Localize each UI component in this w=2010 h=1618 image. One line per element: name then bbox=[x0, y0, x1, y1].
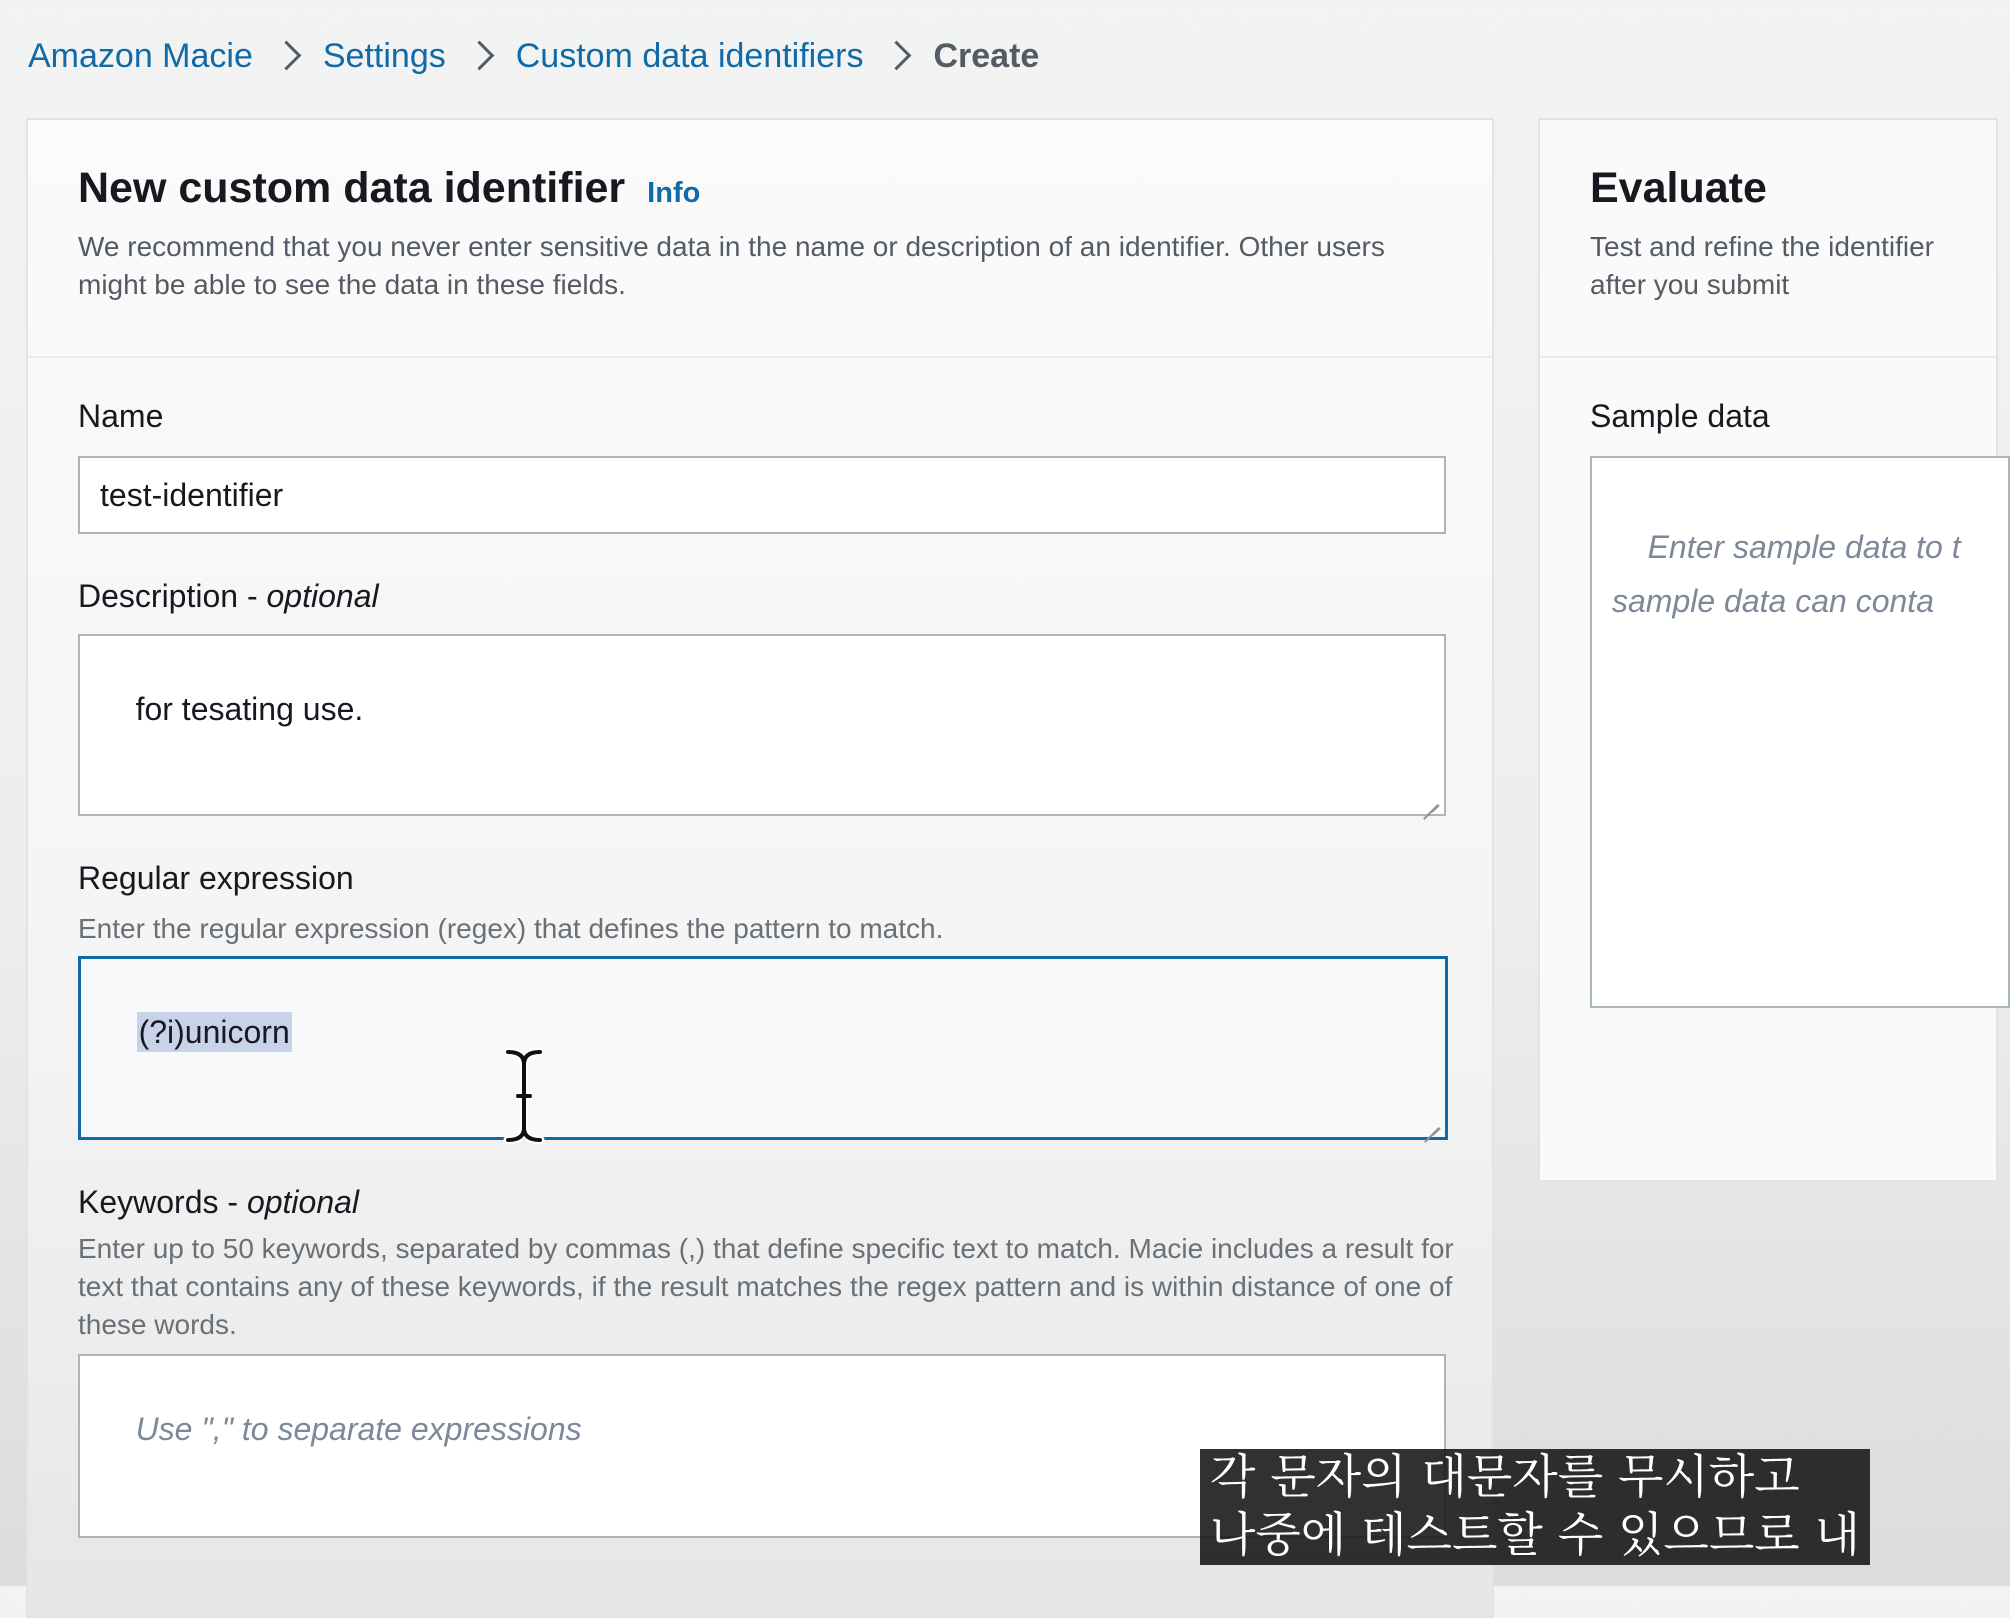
panel-header bbox=[28, 120, 1492, 358]
regex-hint: Enter the regular expression (regex) that defines the pattern to match. bbox=[78, 913, 944, 944]
keywords-textarea[interactable]: Use "," to separate expressions bbox=[78, 1354, 1446, 1538]
evaluate-panel bbox=[1538, 118, 1998, 1182]
text-cursor-icon bbox=[502, 1048, 546, 1144]
chevron-right-icon bbox=[464, 34, 498, 78]
sample-data-label: Sample data bbox=[1590, 398, 1770, 434]
breadcrumb-amazon-macie[interactable]: Amazon Macie bbox=[28, 36, 253, 75]
breadcrumb bbox=[28, 34, 1039, 78]
breadcrumb-settings[interactable]: Settings bbox=[322, 36, 446, 75]
breadcrumb-current: Create bbox=[933, 36, 1040, 75]
subtitle-line-2: 나중에 테스트할 수 있으므로 내 bbox=[1210, 1508, 1860, 1563]
evaluate-header bbox=[1540, 120, 1996, 358]
chevron-right-icon bbox=[881, 34, 915, 78]
description-label: Description - optional bbox=[78, 578, 379, 614]
sample-data-textarea[interactable]: Enter sample data to t sample data can conta bbox=[1590, 456, 2010, 1008]
regex-label: Regular expression bbox=[78, 860, 354, 896]
subtitle-line-1: 각 문자의 대문자를 무시하고 bbox=[1210, 1450, 1800, 1505]
keywords-label: Keywords - optional bbox=[78, 1184, 360, 1220]
new-identifier-panel bbox=[26, 118, 1494, 1618]
regex-textarea[interactable] bbox=[78, 956, 1448, 1140]
breadcrumb-custom-data-identifiers[interactable]: Custom data identifiers bbox=[515, 36, 864, 75]
evaluate-description: Test and refine the identifier after you submit bbox=[1590, 231, 1934, 300]
resize-handle-icon[interactable] bbox=[1422, 792, 1438, 808]
evaluate-title: Evaluate bbox=[1590, 164, 1767, 212]
chevron-right-icon bbox=[271, 34, 305, 78]
resize-handle-icon[interactable] bbox=[1423, 1115, 1439, 1131]
name-input[interactable]: test-identifier bbox=[78, 456, 1446, 534]
keywords-hint: Enter up to 50 keywords, separated by commas (,) that define specific text to match. Macie includes a result for text that contains any of these keywords, if the result matches the regex pattern and is within distance of one of these words. bbox=[78, 1233, 1454, 1340]
page-title: New custom data identifier Info bbox=[78, 164, 701, 212]
video-subtitle bbox=[1200, 1449, 1870, 1565]
info-link[interactable]: Info bbox=[647, 177, 701, 209]
name-label: Name bbox=[78, 398, 164, 434]
description-textarea[interactable]: for tesating use. bbox=[78, 634, 1446, 816]
regex-selected-text: (?i)unicorn bbox=[138, 1014, 290, 1050]
panel-description: We recommend that you never enter sensitive data in the name or description of an identifier. Other users might be able to see the data in these fields. bbox=[78, 231, 1385, 300]
